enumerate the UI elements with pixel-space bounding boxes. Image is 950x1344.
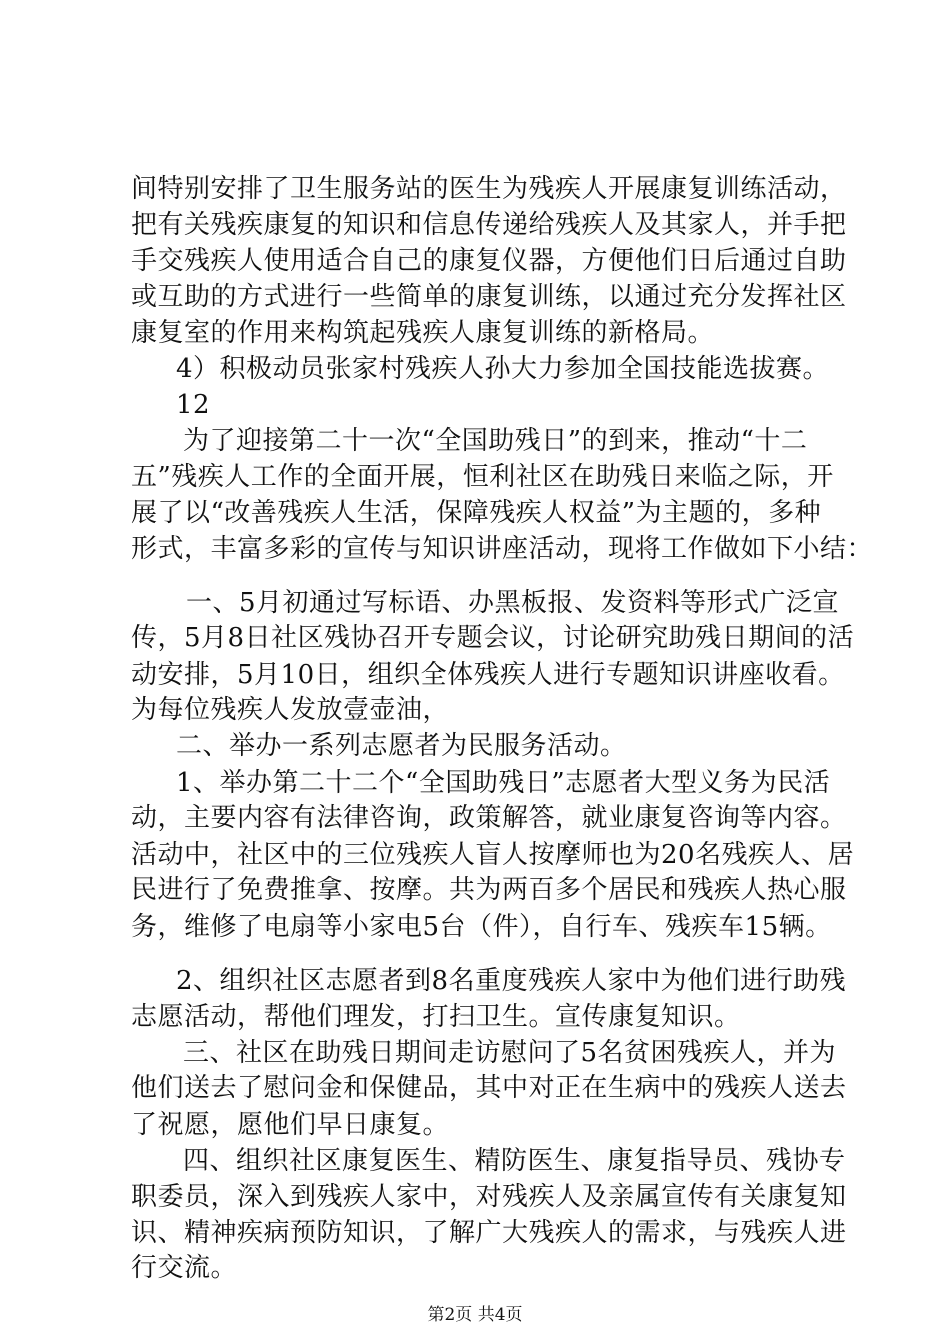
body-line: 志愿活动，帮他们理发，打扫卫生。宣传康复知识。 — [131, 1002, 741, 1032]
body-line: 二、举办一系列志愿者为民服务活动。 — [176, 731, 627, 761]
body-line: 四、组织社区康复医生、精防医生、康复指导员、残协专 — [183, 1146, 846, 1176]
body-line: 行交流。 — [131, 1253, 238, 1283]
body-line: 一、5月初通过写标语、办黑板报、发资料等形式广泛宣 — [186, 588, 840, 618]
body-line: 动，主要内容有法律咨询，政策解答，就业康复咨询等内容。 — [131, 803, 847, 833]
body-line: 职委员，深入到残疾人家中，对残疾人及亲属宣传有关康复知 — [131, 1182, 847, 1212]
body-line: 识、精神疾病预防知识，了解广大残疾人的需求，与残疾人进 — [131, 1218, 847, 1248]
body-line: 或互助的方式进行一些简单的康复训练，以通过充分发挥社区 — [131, 282, 847, 312]
body-line: 形式，丰富多彩的宣传与知识讲座活动，现将工作做如下小结： — [131, 534, 874, 564]
body-line: 康复室的作用来构筑起残疾人康复训练的新格局。 — [131, 318, 715, 348]
body-line: 间特别安排了卫生服务站的医生为残疾人开展康复训练活动， — [131, 174, 847, 204]
body-line: 12 — [176, 390, 211, 420]
body-line: 展了以“改善残疾人生活，保障残疾人权益”为主题的，多种 — [131, 498, 822, 528]
body-line: 活动中，社区中的三位残疾人盲人按摩师也为20名残疾人、居 — [131, 840, 855, 870]
body-line: 4）积极动员张家村残疾人孙大力参加全国技能选拔赛。 — [176, 354, 830, 384]
body-line: 了祝愿，愿他们早日康复。 — [131, 1110, 450, 1140]
body-line: 务，维修了电扇等小家电5台（件），自行车、残疾车15辆。 — [131, 912, 832, 942]
body-line: 传，5月8日社区残协召开专题会议，讨论研究助残日期间的活 — [131, 623, 855, 653]
body-line: 动安排，5月10日，组织全体残疾人进行专题知识讲座收看。 — [131, 660, 845, 690]
body-line: 三、社区在助残日期间走访慰问了5名贫困残疾人，并为 — [183, 1038, 837, 1068]
body-line: 五”残疾人工作的全面开展，恒利社区在助残日来临之际，开 — [131, 462, 834, 492]
body-line: 手交残疾人使用适合自己的康复仪器，方便他们日后通过自助 — [131, 246, 847, 276]
body-line: 1、举办第二十二个“全国助残日”志愿者大型义务为民活 — [176, 768, 831, 798]
body-line: 他们送去了慰问金和保健品，其中对正在生病中的残疾人送去 — [131, 1073, 847, 1103]
body-line: 为每位残疾人发放壹壶油， — [131, 695, 450, 725]
body-line: 为了迎接第二十一次“全国助残日”的到来，推动“十二 — [183, 426, 808, 456]
page-footer: 第2页 共4页 — [427, 1305, 523, 1325]
body-line: 2、组织社区志愿者到8名重度残疾人家中为他们进行助残 — [176, 966, 847, 996]
body-line: 民进行了免费推拿、按摩。共为两百多个居民和残疾人热心服 — [131, 875, 847, 905]
body-line: 把有关残疾康复的知识和信息传递给残疾人及其家人，并手把 — [131, 210, 847, 240]
